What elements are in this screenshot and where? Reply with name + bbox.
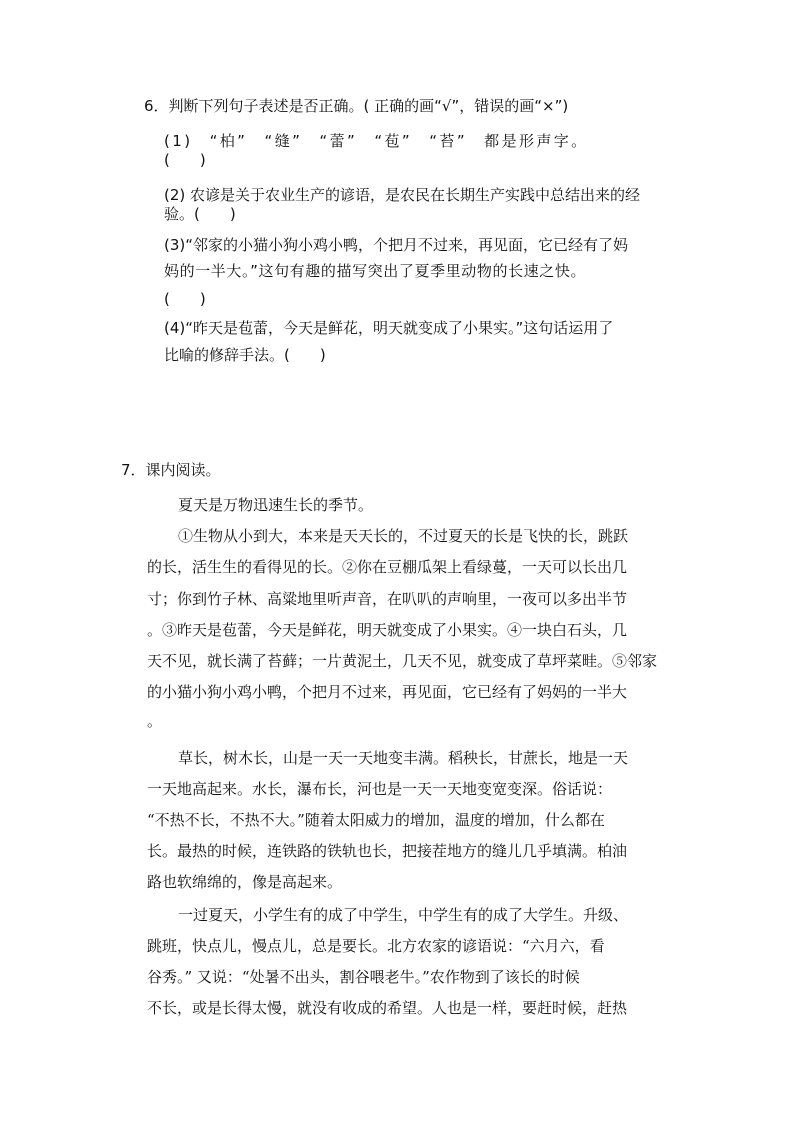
q7-heading: 7．课内阅读。 (121, 461, 221, 479)
q6-item2-text-cont: 验。( ) (164, 205, 236, 223)
passage-line: ①生物从小到大，本来是天天长的，不过夏天的长是飞快的长，跳跃 (178, 527, 629, 545)
passage-line: 的长，活生生的看得见的长。②你在豆棚瓜架上看绿蔓，一天可以长出几 (147, 558, 628, 576)
q6-item2-text: (2) 农谚是关于农业生产的谚语，是农民在长期生产实践中总结出来的经 (164, 186, 641, 204)
passage-line: 夏天是万物迅速生长的季节。 (178, 496, 374, 514)
passage-line: 。③昨天是苞蕾，今天是鲜花，明天就变成了小果实。④一块白石头，几 (147, 621, 628, 639)
passage-line: 。 (147, 712, 163, 730)
q6-item1-answer-blank[interactable]: ( ) (164, 151, 206, 169)
passage-line: 谷秀。” 又说：“处暑不出头，割谷喂老牛。”农作物到了该长的时候 (147, 968, 580, 986)
q6-item3-text: (3)“邻家的小猫小狗小鸡小鸭，个把月不过来，再见面，它已经有了妈 (164, 236, 629, 254)
passage-line: 天不见，就长满了苔藓；一片黄泥土，几天不见，就变成了草坪菜畦。⑤邻家 (147, 652, 658, 670)
passage-line: 寸；你到竹子林、高粱地里听声音，在叭叭的声响里，一夜可以多出半节 (147, 590, 628, 608)
q6-item3-text-cont: 妈的一半大。”这句有趣的描写突出了夏季里动物的长速之快。 (164, 262, 587, 280)
passage-line: 一天地高起来。水长，瀑布长，河也是一天一天地变宽变深。俗话说： (147, 780, 613, 798)
passage-line: 不长，或是长得太慢，就没有收成的希望。人也是一样，要赶时候，赶热 (147, 999, 628, 1017)
passage-line: 草长，树木长，山是一天一天地变丰满。稻秧长，甘蔗长，地是一天 (178, 749, 629, 767)
q6-heading: 6．判断下列句子表述是否正确。( 正确的画“√”，错误的画“×”) (144, 97, 569, 115)
passage-line: 的小猫小狗小鸡小鸭，个把月不过来，再见面，它已经有了妈妈的一半大 (147, 683, 628, 701)
passage-line: 一过夏天，小学生有的成了中学生，中学生有的成了大学生。升级、 (178, 906, 629, 924)
q6-item4-text-cont: 比喻的修辞手法。( ) (164, 346, 326, 364)
q6-item4-text: (4)“昨天是苞蕾，今天是鲜花，明天就变成了小果实。”这句话运用了 (164, 319, 614, 337)
q6-item1-text: (1) “柏” “缝” “蕾” “苞” “苔” 都是形声字。 (164, 132, 589, 150)
passage-line: 跳班，快点儿，慢点儿，总是要长。北方农家的谚语说：“六月六，看 (147, 937, 605, 955)
passage-line: 路也软绵绵的，像是高起来。 (147, 873, 343, 891)
q6-item3-answer-blank[interactable]: ( ) (164, 290, 206, 308)
passage-line: “不热不长，不热不大。”随着太阳威力的增加，温度的增加，什么都在 (147, 811, 605, 829)
passage-line: 长。最热的时候，连铁路的铁轨也长，把接茬地方的缝儿几乎填满。柏油 (147, 842, 628, 860)
